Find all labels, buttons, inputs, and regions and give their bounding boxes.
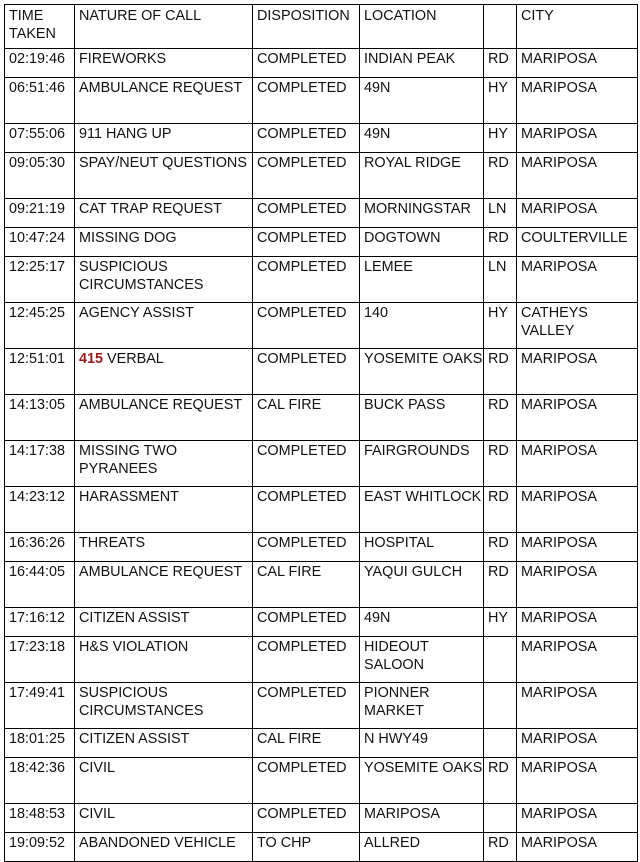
city-cell: MARIPOSA xyxy=(517,49,638,78)
time-cell: 14:23:12 xyxy=(5,487,75,533)
suffix-cell: RD xyxy=(484,833,517,862)
location-cell: HIDEOUT SALOON xyxy=(360,637,484,683)
time-cell: 14:17:38 xyxy=(5,441,75,487)
disposition-cell: COMPLETED xyxy=(253,608,360,637)
table-row xyxy=(5,562,638,608)
city-cell: MARIPOSA xyxy=(517,349,638,395)
location-cell: FAIRGROUNDS xyxy=(360,441,484,487)
disposition-cell: COMPLETED xyxy=(253,257,360,303)
time-cell: 07:55:06 xyxy=(5,124,75,153)
table-row xyxy=(5,124,638,153)
disposition-cell: COMPLETED xyxy=(253,153,360,199)
time-cell: 02:19:46 xyxy=(5,49,75,78)
nature-cell xyxy=(75,349,253,395)
nature-cell: THREATS xyxy=(75,533,253,562)
location-cell: MARIPOSA xyxy=(360,804,484,833)
disposition-cell: COMPLETED xyxy=(253,637,360,683)
time-cell: 19:09:52 xyxy=(5,833,75,862)
table-row xyxy=(5,637,638,683)
suffix-cell: RD xyxy=(484,395,517,441)
nature-cell: HARASSMENT xyxy=(75,487,253,533)
time-cell: 18:48:53 xyxy=(5,804,75,833)
table-row xyxy=(5,608,638,637)
table-row xyxy=(5,533,638,562)
city-cell: MARIPOSA xyxy=(517,395,638,441)
suffix-cell: RD xyxy=(484,487,517,533)
city-cell: MARIPOSA xyxy=(517,441,638,487)
disposition-cell: COMPLETED xyxy=(253,349,360,395)
time-cell: 17:49:41 xyxy=(5,683,75,729)
disposition-cell: COMPLETED xyxy=(253,533,360,562)
location-cell: YAQUI GULCH xyxy=(360,562,484,608)
nature-cell: SUSPICIOUS CIRCUMSTANCES xyxy=(75,683,253,729)
nature-cell: CAT TRAP REQUEST xyxy=(75,199,253,228)
suffix-cell: LN xyxy=(484,199,517,228)
suffix-cell: RD xyxy=(484,758,517,804)
time-cell: 18:42:36 xyxy=(5,758,75,804)
location-cell: 49N xyxy=(360,608,484,637)
nature-cell: AGENCY ASSIST xyxy=(75,303,253,349)
city-cell: MARIPOSA xyxy=(517,78,638,124)
location-cell: ALLRED xyxy=(360,833,484,862)
header-time-taken: TIME TAKEN xyxy=(5,5,75,49)
city-cell: MARIPOSA xyxy=(517,199,638,228)
suffix-cell: HY xyxy=(484,124,517,153)
time-cell: 06:51:46 xyxy=(5,78,75,124)
location-cell: DOGTOWN xyxy=(360,228,484,257)
nature-cell: CIVIL xyxy=(75,758,253,804)
disposition-cell: COMPLETED xyxy=(253,804,360,833)
disposition-cell: COMPLETED xyxy=(253,487,360,533)
nature-cell: SUSPICIOUS CIRCUMSTANCES xyxy=(75,257,253,303)
header-nature-of-call: NATURE OF CALL xyxy=(75,5,253,49)
time-cell: 18:01:25 xyxy=(5,729,75,758)
location-cell: YOSEMITE OAKS xyxy=(360,758,484,804)
disposition-cell: COMPLETED xyxy=(253,228,360,257)
suffix-cell: HY xyxy=(484,608,517,637)
header-suffix xyxy=(484,5,517,49)
city-cell: MARIPOSA xyxy=(517,637,638,683)
suffix-cell: RD xyxy=(484,228,517,257)
nature-cell: CIVIL xyxy=(75,804,253,833)
suffix-cell: RD xyxy=(484,441,517,487)
disposition-cell: COMPLETED xyxy=(253,758,360,804)
time-cell: 17:16:12 xyxy=(5,608,75,637)
city-cell: MARIPOSA xyxy=(517,608,638,637)
location-cell: EAST WHITLOCK xyxy=(360,487,484,533)
disposition-cell: CAL FIRE xyxy=(253,562,360,608)
table-row xyxy=(5,395,638,441)
table-row xyxy=(5,349,638,395)
time-cell: 14:13:05 xyxy=(5,395,75,441)
city-cell: MARIPOSA xyxy=(517,758,638,804)
suffix-cell xyxy=(484,683,517,729)
suffix-cell xyxy=(484,804,517,833)
city-cell: COULTERVILLE xyxy=(517,228,638,257)
table-row xyxy=(5,804,638,833)
disposition-cell: COMPLETED xyxy=(253,124,360,153)
table-row xyxy=(5,487,638,533)
table-row xyxy=(5,153,638,199)
nature-cell: AMBULANCE REQUEST xyxy=(75,78,253,124)
location-cell: N HWY49 xyxy=(360,729,484,758)
nature-cell: CITIZEN ASSIST xyxy=(75,608,253,637)
disposition-cell: COMPLETED xyxy=(253,683,360,729)
time-cell: 16:36:26 xyxy=(5,533,75,562)
location-cell: YOSEMITE OAKS xyxy=(360,349,484,395)
nature-cell: MISSING DOG xyxy=(75,228,253,257)
city-cell: MARIPOSA xyxy=(517,124,638,153)
city-cell: MARIPOSA xyxy=(517,729,638,758)
city-cell: MARIPOSA xyxy=(517,257,638,303)
location-cell: 49N xyxy=(360,124,484,153)
city-cell: MARIPOSA xyxy=(517,833,638,862)
city-cell: MARIPOSA xyxy=(517,153,638,199)
nature-cell: AMBULANCE REQUEST xyxy=(75,395,253,441)
time-cell: 17:23:18 xyxy=(5,637,75,683)
table-row xyxy=(5,78,638,124)
disposition-cell: CAL FIRE xyxy=(253,729,360,758)
location-cell: HOSPITAL xyxy=(360,533,484,562)
disposition-cell: COMPLETED xyxy=(253,49,360,78)
header-location: LOCATION xyxy=(360,5,484,49)
time-cell: 09:05:30 xyxy=(5,153,75,199)
disposition-cell: COMPLETED xyxy=(253,303,360,349)
table-row xyxy=(5,833,638,862)
table-row xyxy=(5,303,638,349)
time-cell: 12:51:01 xyxy=(5,349,75,395)
suffix-cell xyxy=(484,637,517,683)
city-cell: MARIPOSA xyxy=(517,562,638,608)
suffix-cell: LN xyxy=(484,257,517,303)
header-city: CITY xyxy=(517,5,638,49)
disposition-cell: COMPLETED xyxy=(253,78,360,124)
city-cell: MARIPOSA xyxy=(517,683,638,729)
time-cell: 16:44:05 xyxy=(5,562,75,608)
location-cell: ROYAL RIDGE xyxy=(360,153,484,199)
location-cell: 140 xyxy=(360,303,484,349)
location-cell: 49N xyxy=(360,78,484,124)
table-row xyxy=(5,257,638,303)
nature-cell: SPAY/NEUT QUESTIONS xyxy=(75,153,253,199)
table-row xyxy=(5,683,638,729)
location-cell: LEMEE xyxy=(360,257,484,303)
city-cell: MARIPOSA xyxy=(517,804,638,833)
disposition-cell: COMPLETED xyxy=(253,441,360,487)
time-cell: 10:47:24 xyxy=(5,228,75,257)
table-row xyxy=(5,49,638,78)
location-cell: PIONNER MARKET xyxy=(360,683,484,729)
nature-cell: CITIZEN ASSIST xyxy=(75,729,253,758)
location-cell: INDIAN PEAK xyxy=(360,49,484,78)
nature-cell: FIREWORKS xyxy=(75,49,253,78)
nature-cell: AMBULANCE REQUEST xyxy=(75,562,253,608)
disposition-cell: COMPLETED xyxy=(253,199,360,228)
city-cell: CATHEYS VALLEY xyxy=(517,303,638,349)
table-row xyxy=(5,441,638,487)
suffix-cell: RD xyxy=(484,49,517,78)
suffix-cell xyxy=(484,729,517,758)
disposition-cell: TO CHP xyxy=(253,833,360,862)
time-cell: 09:21:19 xyxy=(5,199,75,228)
header-row xyxy=(5,5,638,49)
suffix-cell: RD xyxy=(484,349,517,395)
nature-cell: MISSING TWO PYRANEES xyxy=(75,441,253,487)
call-log-table xyxy=(4,4,638,862)
time-cell: 12:45:25 xyxy=(5,303,75,349)
header-disposition: DISPOSITION xyxy=(253,5,360,49)
table-row xyxy=(5,199,638,228)
city-cell: MARIPOSA xyxy=(517,533,638,562)
table-row xyxy=(5,729,638,758)
call-code: 415 xyxy=(79,351,104,367)
suffix-cell: HY xyxy=(484,303,517,349)
suffix-cell: HY xyxy=(484,78,517,124)
suffix-cell: RD xyxy=(484,533,517,562)
suffix-cell: RD xyxy=(484,562,517,608)
nature-text: VERBAL xyxy=(107,351,164,367)
location-cell: BUCK PASS xyxy=(360,395,484,441)
disposition-cell: CAL FIRE xyxy=(253,395,360,441)
location-cell: MORNINGSTAR xyxy=(360,199,484,228)
suffix-cell: RD xyxy=(484,153,517,199)
table-row xyxy=(5,228,638,257)
nature-cell: H&S VIOLATION xyxy=(75,637,253,683)
time-cell: 12:25:17 xyxy=(5,257,75,303)
city-cell: MARIPOSA xyxy=(517,487,638,533)
table-row xyxy=(5,758,638,804)
nature-cell: ABANDONED VEHICLE xyxy=(75,833,253,862)
nature-cell: 911 HANG UP xyxy=(75,124,253,153)
